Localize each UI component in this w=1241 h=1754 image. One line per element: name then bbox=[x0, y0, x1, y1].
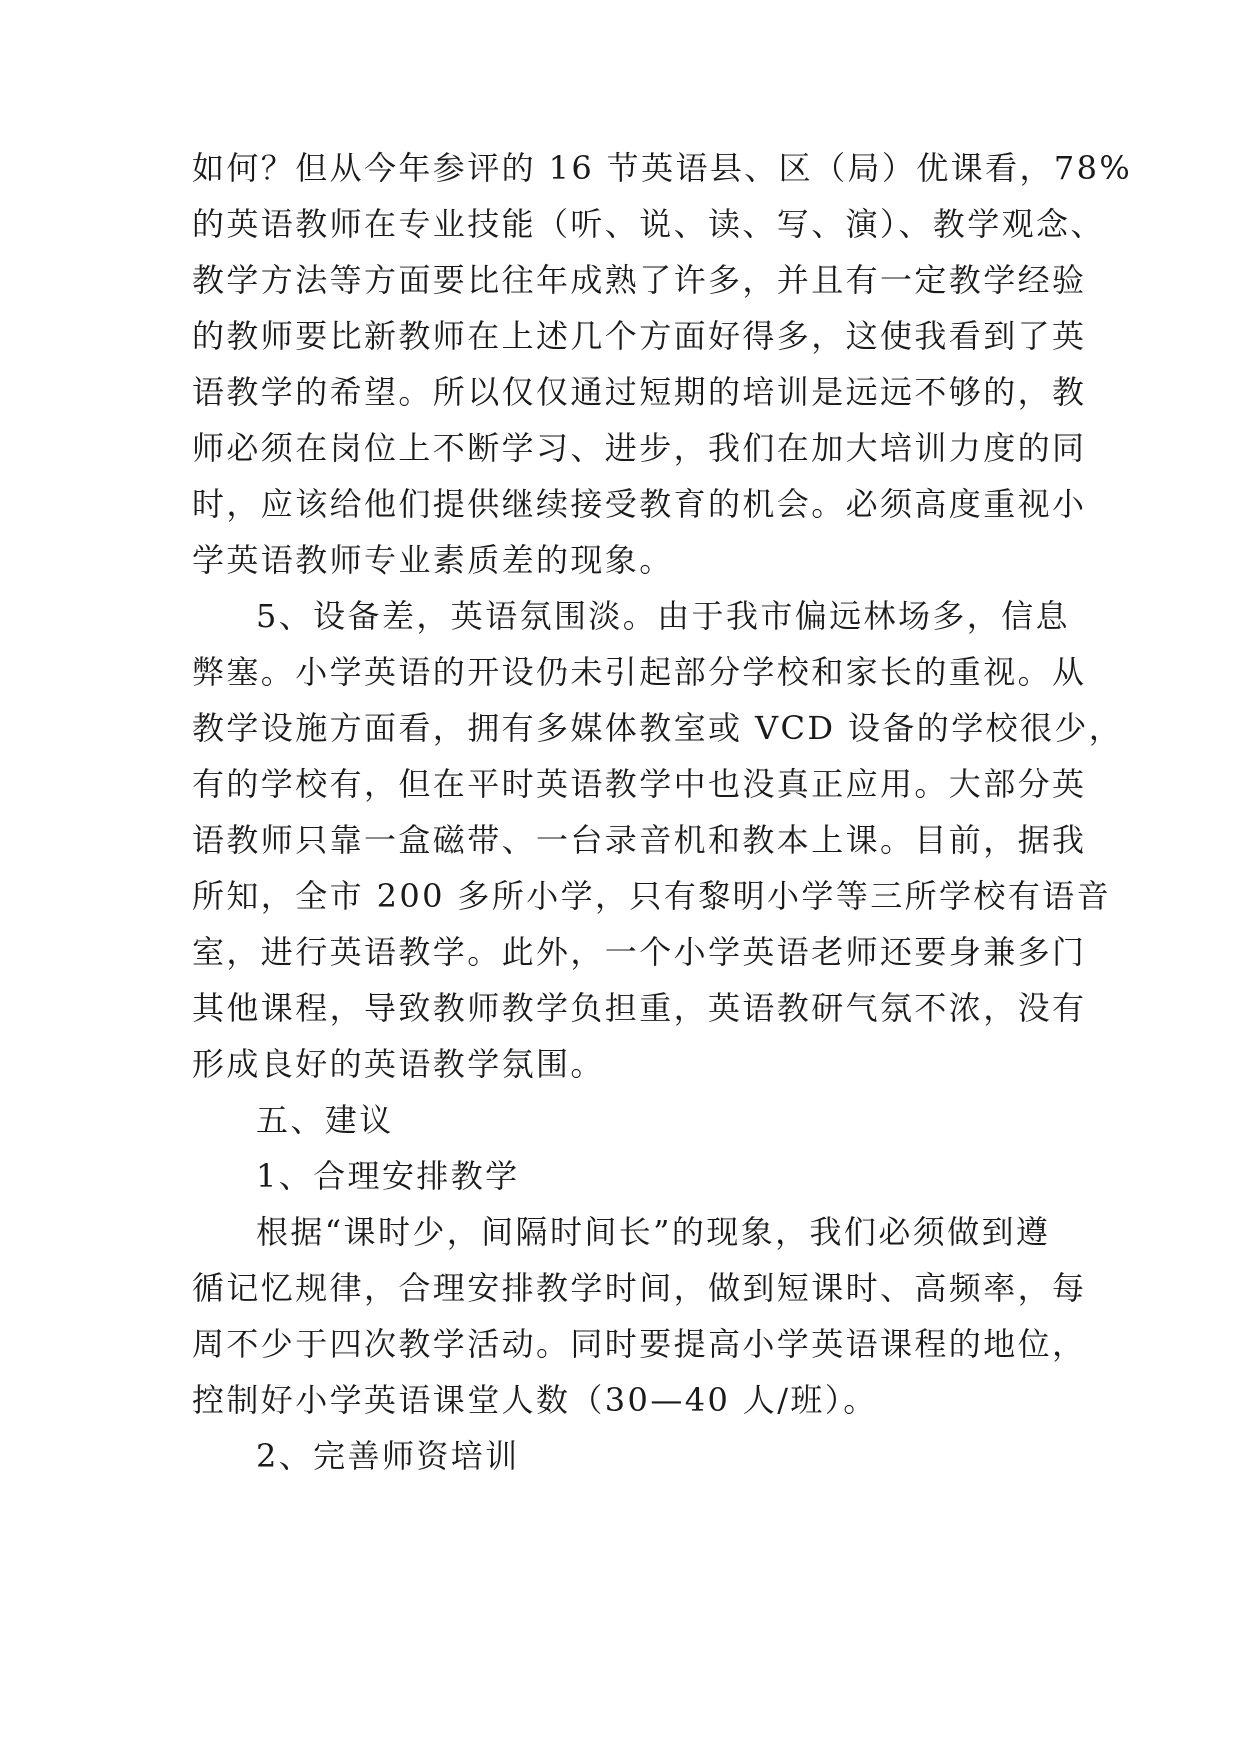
subsection-heading: 1、合理安排教学 bbox=[256, 1157, 520, 1195]
text-line: 室，进行英语教学。此外，一个小学英语老师还要身兼多门 bbox=[192, 933, 1087, 971]
text-line: 师必须在岗位上不断学习、进步，我们在加大培训力度的同 bbox=[192, 429, 1087, 467]
text-line: 其他课程，导致教师教学负担重，英语教研气氛不浓，没有 bbox=[192, 989, 1087, 1027]
text-line: 的教师要比新教师在上述几个方面好得多，这使我看到了英 bbox=[192, 317, 1087, 355]
text-line: 教学设施方面看，拥有多媒体教室或 VCD 设备的学校很少， bbox=[192, 709, 1124, 747]
text-line: 有的学校有，但在平时英语教学中也没真正应用。大部分英 bbox=[192, 765, 1087, 803]
paragraph-heading: 5、设备差，英语氛围淡。由于我市偏远林场多，信息 bbox=[256, 597, 1070, 635]
text-line: 所知，全市 200 多所小学，只有黎明小学等三所学校有语音 bbox=[192, 877, 1112, 915]
section-heading: 五、建议 bbox=[256, 1101, 394, 1139]
text-line: 根据“课时少，间隔时间长”的现象，我们必须做到遵 bbox=[256, 1213, 1051, 1251]
text-line: 语教学的希望。所以仅仅通过短期的培训是远远不够的，教 bbox=[192, 373, 1087, 411]
text-line: 形成良好的英语教学氛围。 bbox=[192, 1045, 605, 1083]
subsection-heading: 2、完善师资培训 bbox=[256, 1437, 520, 1475]
text-line: 周不少于四次教学活动。同时要提高小学英语课程的地位， bbox=[192, 1325, 1087, 1363]
text-line: 的英语教师在专业技能（听、说、读、写、演）、教学观念、 bbox=[192, 205, 1105, 243]
text-line: 时，应该给他们提供继续接受教育的机会。必须高度重视小 bbox=[192, 485, 1087, 523]
text-line: 语教师只靠一盒磁带、一台录音机和教本上课。目前，据我 bbox=[192, 821, 1087, 859]
text-line: 如何？但从今年参评的 16 节英语县、区（局）优课看，78% bbox=[192, 149, 1133, 187]
text-line: 控制好小学英语课堂人数（30—40 人/班）。 bbox=[192, 1381, 878, 1419]
text-line: 教学方法等方面要比往年成熟了许多，并且有一定教学经验 bbox=[192, 261, 1087, 299]
text-line: 弊塞。小学英语的开设仍未引起部分学校和家长的重视。从 bbox=[192, 653, 1087, 691]
text-line: 循记忆规律，合理安排教学时间，做到短课时、高频率，每 bbox=[192, 1269, 1087, 1307]
text-line: 学英语教师专业素质差的现象。 bbox=[192, 541, 674, 579]
